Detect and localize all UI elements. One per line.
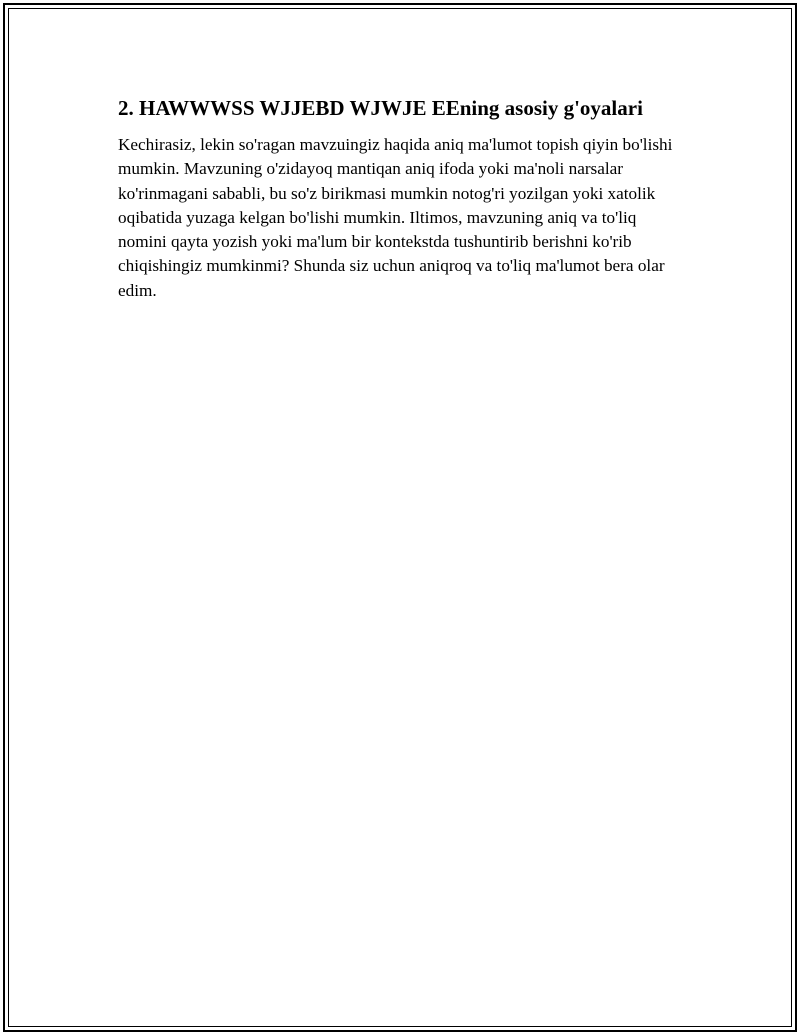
body-paragraph: Kechirasiz, lekin so'ragan mavzuingiz haqida aniq ma'lumot topish qiyin bo'lishi mumkin. Mavzuning o'zidayoq mantiqan aniq ifoda yoki ma'noli narsalar ko'rinmagani sababli, bu so'z birikmasi mumkin notog'ri yozilgan yoki xatolik oqibatida yuzaga kelgan bo'lishi mumkin. Iltimos, mavzuning aniq va to'liq nomini qayta yozish yoki ma'lum bir kontekstda tushuntirib berishni ko'rib chiqishingiz mumkinmi? Shunda siz uchun aniqroq va to'liq ma'lumot bera olar edim.: [118, 135, 673, 300]
section-heading: 2. HAWWWSS WJJEBD WJWJE EEning asosiy g'oyalari: [118, 96, 643, 120]
document-content: [118, 95, 688, 303]
